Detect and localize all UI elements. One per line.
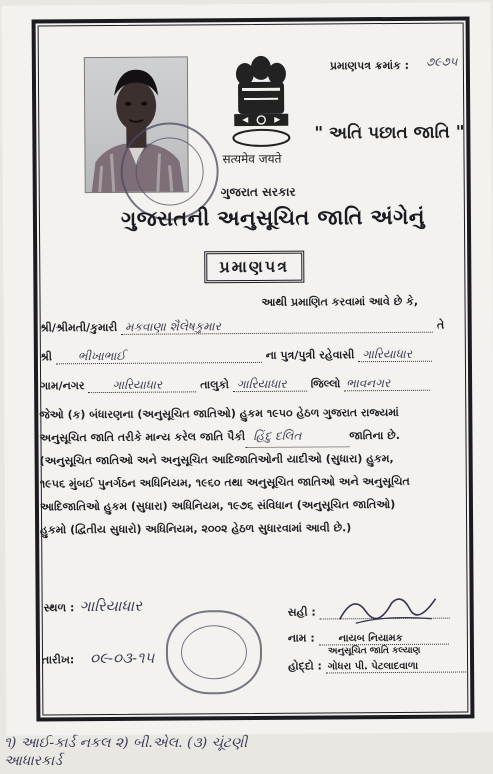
certificate-number-value: ૭૯૭૫ xyxy=(425,54,458,69)
father-label: શ્રી xyxy=(39,350,53,364)
paragraph-line-4: ૧૯૫૬ મુંબઈ પુનર્ગઠન અધિનિયમ, ૧૯૬૦ તથા અનુસૂચિત જાતિઓ અને અનુસૂચિત xyxy=(39,474,410,491)
paragraph-line-2 xyxy=(39,423,471,449)
emblem-motto: सत्यमेव जयते xyxy=(222,151,282,167)
paragraph-line-6: હુકમો (દ્વિતીય સુધારો) અધિનિયમ, ૨૦૦૨ હેઠળ સુધારવામાં આવી છે.) xyxy=(40,521,352,537)
certificate-paper xyxy=(1,2,493,735)
officer-name-row xyxy=(288,631,449,646)
date-label: તારીખ: xyxy=(41,653,75,667)
handwritten-note-line-1: ૧) આઈ-કાર્ડ નકલ ૨) બી.એલ. (૩) ચૂંટણી xyxy=(4,735,248,751)
paragraph-line-2-suffix: જાતિના છે. xyxy=(349,428,401,443)
paragraph-line-1: જેઓ (ક) બંધારણના (અનુસૂચિત જાતિઓ) હુકમ ૧૯૫૦ હેઠળ ગુજરાત રાજ્યમાં xyxy=(39,405,399,422)
residence-value: ગારિયાધાર xyxy=(362,346,412,362)
certificate-number-label: પ્રમાણપત્ર ક્રમાંક : xyxy=(329,58,410,73)
place-label: સ્થળ : xyxy=(43,601,75,615)
taluka-value: ગારિયાધાર xyxy=(236,376,287,392)
officer-name-value: નાયબ નિયામક xyxy=(338,632,403,645)
father-value: ભીખાભાઈ xyxy=(77,348,126,364)
certificate-title: પ્રમાણપત્ર xyxy=(204,251,304,284)
signature-label: સહી : xyxy=(287,605,316,619)
paragraph-line-5: આદિજાતિઓ હુકમ (સુધારા) અધિનિયમ, ૧૯૭૬ સંવિધાન (અનુસૂચિત જાતિઓ) xyxy=(39,497,396,514)
certificate-heading: ગુજરાતની અનુસૂચિત જાતિ અંગેનું xyxy=(120,204,425,231)
national-emblem-icon xyxy=(228,50,295,148)
officer-department: અનુસૂચિત જાતિ કલ્યાણ xyxy=(327,645,421,657)
name-value: મકવાણા શૈલેષકુમાર xyxy=(125,319,221,334)
officer-signature xyxy=(336,589,446,630)
officer-name-label: નામ : xyxy=(287,631,315,645)
caste-category-title: " અતિ પછાત જાતિ " xyxy=(314,122,465,144)
residence-label: ના પુત્ર/પુત્રી રહેવાસી xyxy=(265,348,355,362)
handwritten-note-line-2: આધારકાર્ડ xyxy=(4,753,62,769)
name-label: શ્રી/શ્રીમતી/કુમારી xyxy=(39,320,118,335)
paragraph-line-3: (અનુસૂચિત જાતિઓ અને અનુસૂચિત આદિજાતિઓની યાદીઓ (સુધારા) હુકમ, xyxy=(39,451,394,468)
caste-value: હિંદુ દલિત xyxy=(253,428,302,443)
certificate-body-paragraph xyxy=(39,400,472,541)
name-suffix: તે xyxy=(436,318,445,332)
district-label: જિલ્લો xyxy=(310,377,341,391)
village-label: ગામ/નગર xyxy=(40,379,85,393)
date-value: ૦૯-૦૩-૧૫ xyxy=(89,648,155,668)
handwritten-note xyxy=(4,734,247,770)
intro-text: આથી પ્રમાણિત કરવામાં આવે છે કે, xyxy=(261,294,419,309)
paragraph-line-2-prefix: અનુસૂચિત જાતિ તરીકે માન્ય કરેલ જાતિ પૈકી xyxy=(39,430,246,445)
taluka-label: તાલુકો xyxy=(200,378,230,392)
designation-value: ગોધરા પી. પેટલાદવાળા xyxy=(327,660,419,673)
office-round-seal xyxy=(166,610,263,695)
district-value: ભાવનગર xyxy=(346,376,391,391)
village-value: ગારિયાધાર xyxy=(112,377,163,392)
designation-label: હોદ્દો : xyxy=(288,659,322,673)
designation-row xyxy=(288,658,466,673)
place-value: ગારિયાધાર xyxy=(79,596,142,616)
government-name: ગુજરાત સરકાર xyxy=(220,184,296,200)
